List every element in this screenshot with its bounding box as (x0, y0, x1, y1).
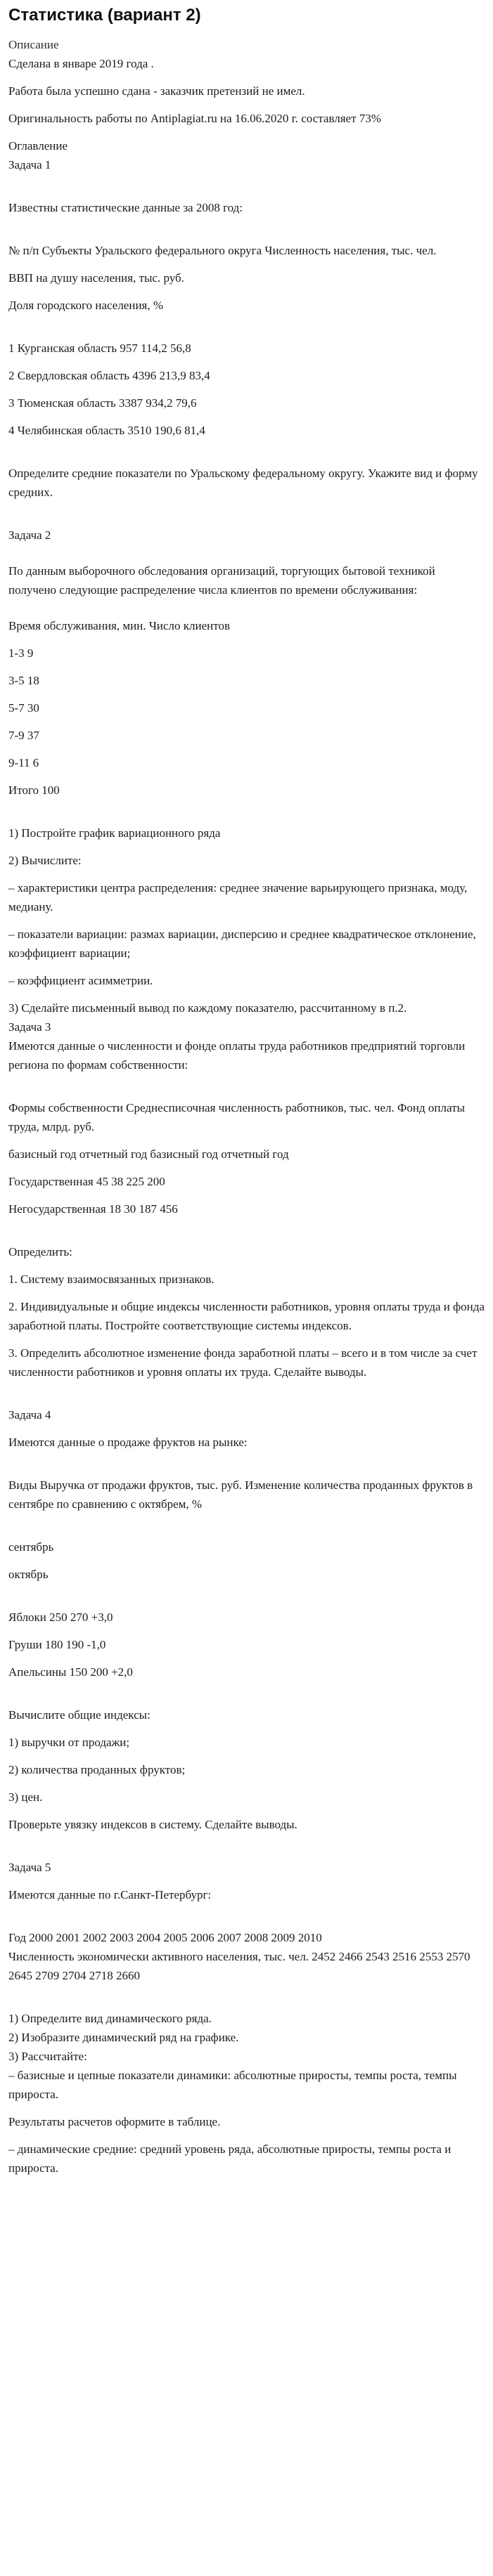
task1-label: Задача 1 (8, 158, 51, 171)
task2-row: 1-3 9 (8, 646, 34, 660)
task2-row: 3-5 18 (8, 674, 39, 687)
task3-row: Негосударственная 18 30 187 456 (8, 1202, 178, 1216)
task2-row: 5-7 30 (8, 701, 39, 715)
task2-row: 9-11 6 (8, 756, 39, 769)
task3-determine: Определить: (8, 1245, 72, 1258)
description-label: Описание (8, 38, 59, 51)
task2-label: Задача 2 (8, 528, 51, 542)
task4-item: 1) выручки от продажи; (8, 1736, 130, 1749)
originality-text: Оригинальность работы по Antiplagiat.ru на 16.06.2020 г. составляет 73% (8, 112, 381, 125)
toc-label: Оглавление (8, 139, 68, 152)
task3-row: Государственная 45 38 225 200 (8, 1175, 165, 1188)
task3-intro: Имеются данные о численности и фонде оплаты труда работников предприятий торговли региона по формам собственности: (8, 1039, 466, 1072)
task3-table-head: Формы собственности Среднесписочная численность работников, тыс. чел. Фонд оплаты труда, млрд. руб. (8, 1101, 465, 1133)
task2-item: – коэффициент асимметрии. (8, 974, 153, 987)
task2-item: – характеристики центра распределения: среднее значение варьирующего признака, моду, медиану. (8, 881, 468, 913)
task1-col-urban: Доля городского населения, % (8, 299, 164, 312)
task5-item: – базисные и цепные показатели динамики: абсолютные приросты, темпы роста, темпы прироста. (8, 2069, 457, 2101)
task2-intro: По данным выборочного обследования организаций, торгующих бытовой техникой получено следующие распределение числа клиентов по времени обслуживания: (8, 564, 435, 597)
task4-compute: Вычислите общие индексы: (8, 1708, 151, 1722)
task1-row: 1 Курганская область 957 114,2 56,8 (8, 341, 191, 355)
task1-intro: Известны статистические данные за 2008 год: (8, 201, 243, 214)
task5-item: 1) Определите вид динамического ряда. (8, 2012, 212, 2025)
task4-item: 2) количества проданных фруктов; (8, 1763, 186, 1776)
task1-table-head: № п/п Субъекты Уральского федерального округа Численность населения, тыс. чел. (8, 244, 437, 257)
task4-row: Апельсины 150 200 +2,0 (8, 1665, 133, 1679)
task2-row: 7-9 37 (8, 729, 39, 742)
task3-item: 1. Систему взаимосвязанных признаков. (8, 1273, 215, 1286)
task5-years: Год 2000 2001 2002 2003 2004 2005 2006 2007 2008 2009 2010 (8, 1931, 322, 1944)
task5-item: Результаты расчетов оформите в таблице. (8, 2115, 221, 2128)
task4-row: Яблоки 250 270 +3,0 (8, 1611, 113, 1624)
task4-row: Груши 180 190 -1,0 (8, 1638, 106, 1651)
task4-month-september: сентябрь (8, 1540, 54, 1554)
result-text: Работа была успешно сдана - заказчик претензий не имел. (8, 84, 305, 98)
task5-population: Численность экономически активного населения, тыс. чел. 2452 2466 2543 2516 2553 2570 2645 2709 2704 2718 2660 (8, 1950, 470, 1982)
task2-item: 3) Сделайте письменный вывод по каждому показателю, рассчитанному в п.2. (8, 1001, 407, 1015)
task2-total-row: Итого 100 (8, 783, 60, 797)
task3-item: 3. Определить абсолютное изменение фонда заработной платы – всего и в том числе за счет численности работников и уровня оплаты их труда. Сделайте выводы. (8, 1346, 478, 1379)
task5-item: – динамические средние: средний уровень ряда, абсолютные приросты, темпы роста и прироста. (8, 2142, 452, 2175)
task3-item: 2. Индивидуальные и общие индексы численности работников, уровня оплаты труда и фонда заработной платы. Постройте соответствующие системы индексов. (8, 1300, 485, 1332)
task4-check: Проверьте увязку индексов в систему. Сделайте выводы. (8, 1818, 297, 1831)
page-title: Статистика (вариант 2) (8, 6, 201, 25)
task1-question: Определите средние показатели по Уральскому федеральному округу. Укажите вид и форму средних. (8, 467, 478, 499)
task1-col-gdp: ВВП на душу населения, тыс. руб. (8, 271, 184, 285)
task1-row: 2 Свердловская область 4396 213,9 83,4 (8, 369, 210, 382)
task5-label: Задача 5 (8, 1861, 51, 1874)
task3-label: Задача 3 (8, 1020, 51, 1034)
completed-date: Сделана в январе 2019 года . (8, 57, 154, 70)
task4-item: 3) цен. (8, 1790, 43, 1804)
task4-month-october: октябрь (8, 1568, 49, 1581)
task3-sub-head: базисный год отчетный год базисный год отчетный год (8, 1147, 289, 1161)
task5-item: 2) Изобразите динамический ряд на графике. (8, 2031, 239, 2044)
task5-intro: Имеются данные по г.Санкт-Петербург: (8, 1888, 212, 1901)
task1-row: 4 Челябинская область 3510 190,6 81,4 (8, 424, 205, 437)
task2-table-head: Время обслуживания, мин. Число клиентов (8, 619, 230, 632)
task4-intro: Имеются данные о продаже фруктов на рынке: (8, 1436, 248, 1449)
task2-item: 1) Постройте график вариационного ряда (8, 826, 221, 840)
task1-row: 3 Тюменская область 3387 934,2 79,6 (8, 396, 197, 410)
task4-label: Задача 4 (8, 1408, 51, 1422)
task4-table-head: Виды Выручка от продажи фруктов, тыс. руб. Изменение количества проданных фруктов в сентябре по сравнению с октябрем, % (8, 1478, 473, 1511)
task2-item: – показатели вариации: размах вариации, дисперсию и среднее квадратическое отклонение, коэффициент вариации; (8, 928, 476, 960)
task2-item: 2) Вычислите: (8, 854, 82, 867)
task5-item: 3) Рассчитайте: (8, 2050, 87, 2063)
